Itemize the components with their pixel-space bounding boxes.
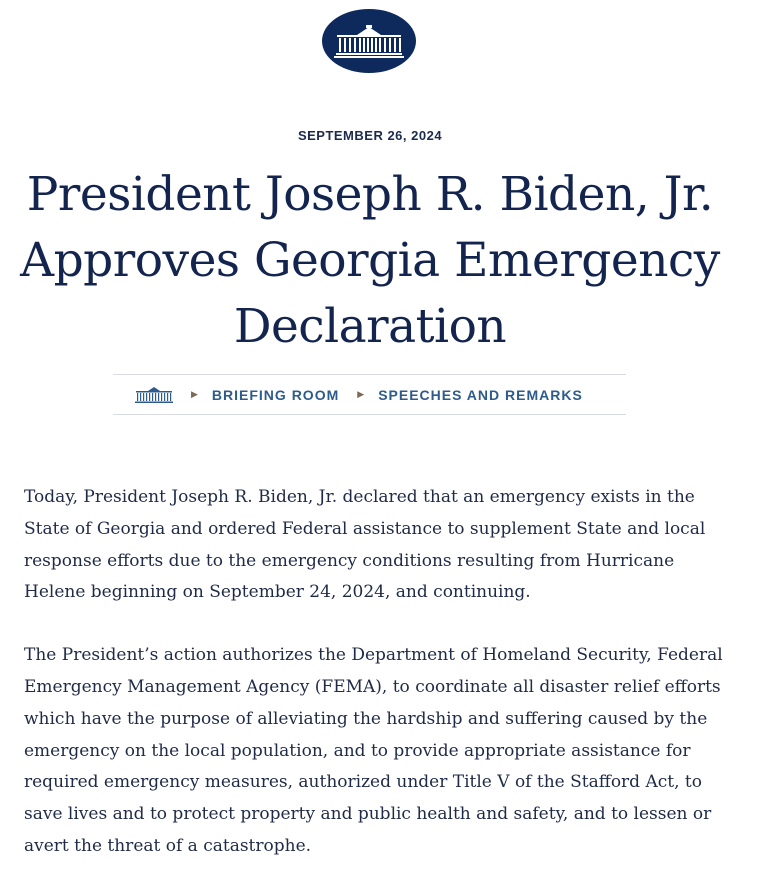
chevron-right-icon: ▶: [357, 389, 365, 399]
chevron-right-icon: ▶: [191, 389, 198, 399]
white-house-seal-icon: [333, 21, 405, 61]
article-date: SEPTEMBER 26, 2024: [297, 128, 443, 143]
breadcrumb-home[interactable]: [135, 386, 173, 404]
article-paragraph: Today, President Joseph R. Biden, Jr. declared that an emergency exists in the State of Georgia and ordered Federal assistance to supplement State and local response efforts due to the emergency conditions resulting from Hurricane Helene beginning on September 24, 2024, and continuing.: [24, 487, 706, 603]
white-house-icon: [135, 386, 173, 404]
white-house-logo[interactable]: [322, 9, 416, 73]
breadcrumb: [113, 374, 626, 415]
article-paragraph: The President’s action authorizes the Department of Homeland Security, Federal Emergency Management Agency (FEMA), to coordinate all disaster relief efforts which have the purpose of alleviating the hardship and suffering caused by the emergency on the local population, and to provide appropriate assistance for required emergency measures, authorized under Title V of the Stafford Act, to save lives and to protect property and public health and safety, and to lessen or avert the threat of a catastrophe.: [24, 645, 723, 856]
page-title: President Joseph R. Biden, Jr. Approves Georgia Emergency Declaration: [20, 167, 720, 354]
breadcrumb-briefing-room[interactable]: BRIEFING ROOM: [211, 386, 340, 403]
breadcrumb-speeches-and-remarks[interactable]: SPEECHES AND REMARKS: [378, 386, 583, 403]
article-body: [24, 482, 724, 894]
